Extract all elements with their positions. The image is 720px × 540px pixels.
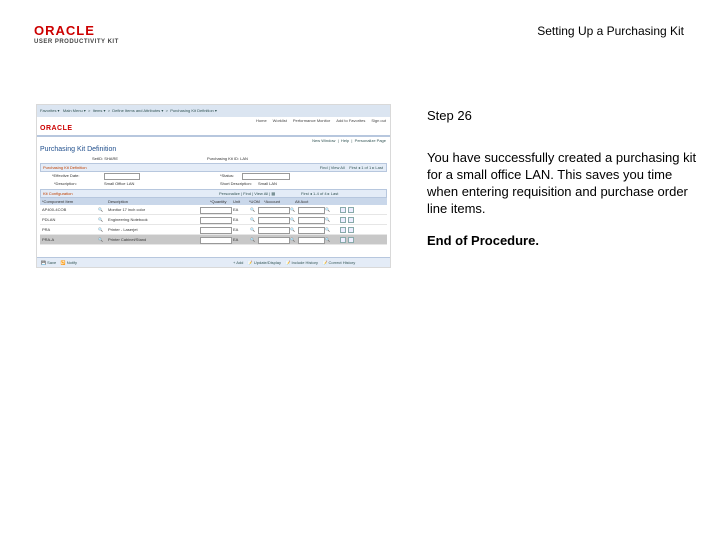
end-of-procedure: End of Procedure. xyxy=(427,233,539,248)
screenshot-brand: ORACLE xyxy=(37,125,390,137)
screenshot-setid-row: SetID: SHARE Purchasing Kit ID: LAN xyxy=(92,156,248,161)
logo-oracle-text: ORACLE xyxy=(34,23,95,38)
screenshot-topnav: Home Worklist Performance Monitor Add to Favorites Sign out xyxy=(37,117,390,125)
logo-upk-text: USER PRODUCTIVITY KIT xyxy=(34,39,119,45)
application-screenshot xyxy=(36,104,391,268)
screenshot-row: PRA 🔍 Printer - Laserjet EA 🔍 🔍 🔍 xyxy=(40,225,387,235)
screenshot-row: PRA-A 🔍 Printer Cabinet/Stand EA 🔍 🔍 🔍 xyxy=(40,235,387,245)
screenshot-row: AP400-4COB 🔍 Monitor 17 inch color EA 🔍 🔍 🔍 xyxy=(40,205,387,215)
screenshot-breadcrumb: Favorites ▾ Main Menu ▾ > Items ▾ > Define Items and Attributes ▾ > Purchasing Kit Definition ▾ xyxy=(37,105,390,117)
document-title: Setting Up a Purchasing Kit xyxy=(537,24,684,38)
oracle-upk-logo xyxy=(34,24,124,45)
screenshot-kit-definition-bar: Purchasing Kit Definition Find | View All First ◂ 1 of 1 ▸ Last xyxy=(40,163,387,172)
screenshot-links: New Window | Help | Personalize Page xyxy=(312,138,386,143)
screenshot-page-heading: Purchasing Kit Definition xyxy=(40,146,117,153)
step-label: Step 26 xyxy=(427,108,472,123)
screenshot-row: PDLAN 🔍 Engineering Notebook EA 🔍 🔍 🔍 xyxy=(40,215,387,225)
step-description: You have successfully created a purchasing kit for a small office LAN. This saves you time when entering requisition and purchase order line items. xyxy=(427,150,697,216)
screenshot-kit-config-header: Kit Configuration Personalize | Find | View All | ▦ First ◂ 1-4 of 4 ▸ Last xyxy=(40,189,387,198)
screenshot-bottom-toolbar: 💾 Save 🔁 Notify + Add 📝 Update/Display 📝 Include History 📝 Correct History xyxy=(37,257,390,267)
screenshot-effective-date-row: *Effective Date: *Status: xyxy=(40,172,387,180)
screenshot-description-row: *Description: Small Office LAN Short Description: Small LAN xyxy=(54,181,277,186)
screenshot-kit-config-columns: *Component Item Description *Quantity Unit *UOM *Account Alt Acct xyxy=(40,198,387,205)
